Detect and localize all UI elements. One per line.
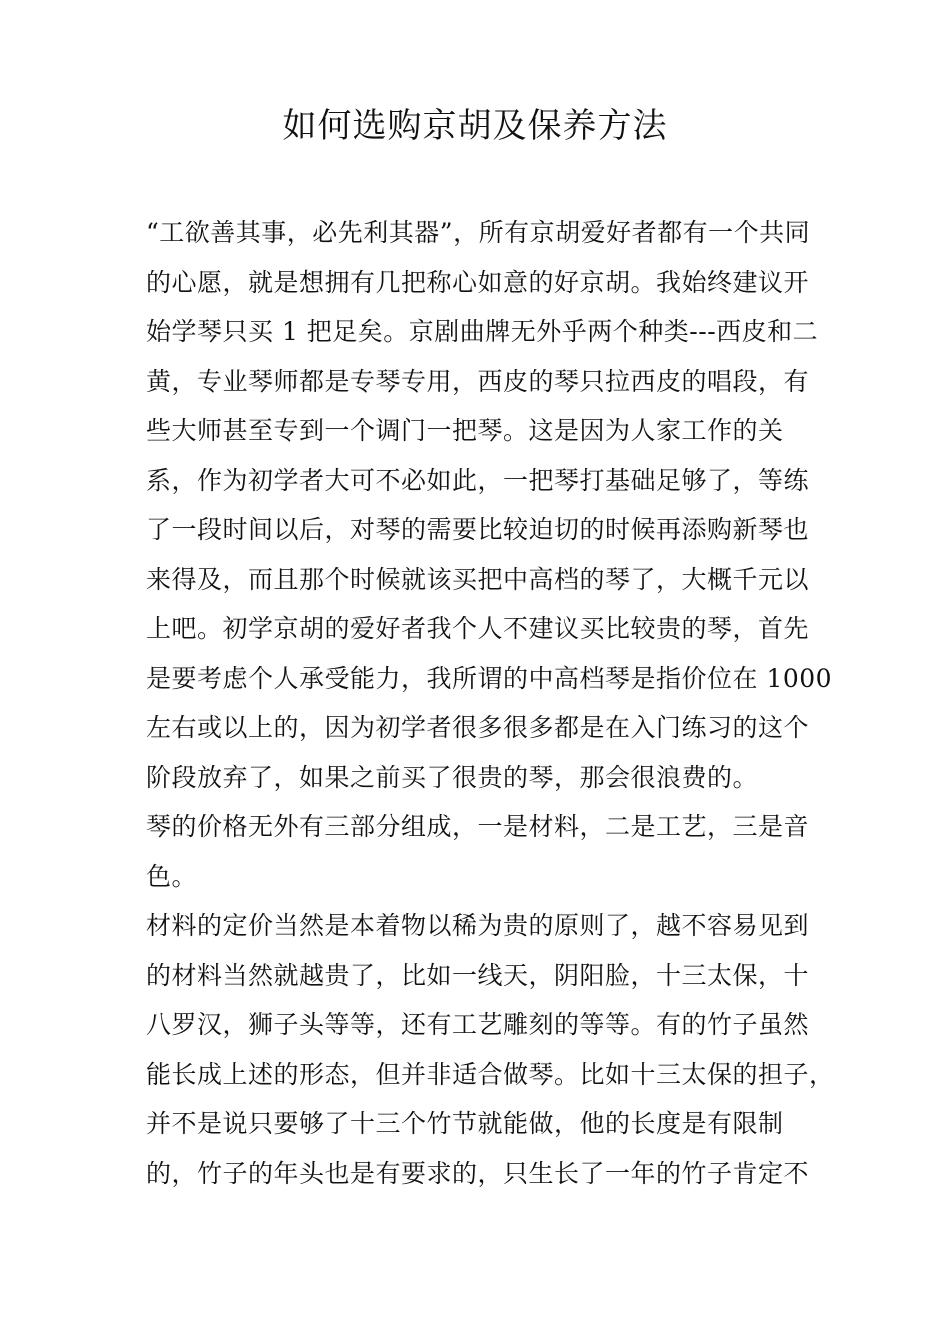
document-body <box>146 208 836 1198</box>
text-line: 的心愿，就是想拥有几把称心如意的好京胡。我始终建议开 <box>146 267 810 297</box>
text-line: 阶段放弃了，如果之前买了很贵的琴，那会很浪费的。 <box>146 762 759 792</box>
text-line: 八罗汉，狮子头等等，还有工艺雕刻的等等。有的竹子虽然 <box>146 1010 810 1039</box>
text-line: 是要考虑个人承受能力，我所谓的中高档琴是指价位在 1000 <box>146 663 833 693</box>
text-line: 琴的价格无外有三部分组成，一是材料，二是工艺，三是音 <box>146 812 810 841</box>
text-line: 来得及，而且那个时候就该买把中高档的琴了，大概千元以 <box>146 564 810 594</box>
text-line: 材料的定价当然是本着物以稀为贵的原则了，越不容易见到 <box>146 911 810 940</box>
document-title: 如何选购京胡及保养方法 <box>282 106 668 146</box>
text-line: 系，作为初学者大可不必如此，一把琴打基础足够了，等练 <box>146 465 810 495</box>
text-line: 并不是说只要够了十三个竹节就能做，他的长度是有限制 <box>146 1109 784 1138</box>
text-line: 的材料当然就越贵了，比如一线天，阴阳脸，十三太保，十 <box>146 960 810 990</box>
text-line: 了一段时间以后，对琴的需要比较迫切的时候再添购新琴也 <box>146 515 810 544</box>
text-line: 些大师甚至专到一个调门一把琴。这是因为人家工作的关 <box>146 416 784 445</box>
text-line: 能长成上述的形态，但并非适合做琴。比如十三太保的担子， <box>146 1059 835 1089</box>
text-line: 色。 <box>146 861 198 891</box>
text-line: 始学琴只买 1 把足矣。京剧曲牌无外乎两个种类---西皮和二 <box>146 317 819 346</box>
text-line: 黄，专业琴师都是专琴专用，西皮的琴只拉西皮的唱段，有 <box>146 366 810 396</box>
text-line: 上吧。初学京胡的爱好者我个人不建议买比较贵的琴，首先 <box>146 614 810 643</box>
text-line: “工欲善其事，必先利其器”，所有京胡爱好者都有一个共同 <box>146 218 811 247</box>
text-line: 左右或以上的，因为初学者很多很多都是在入门练习的这个 <box>146 713 810 742</box>
text-line: 的，竹子的年头也是有要求的，只生长了一年的竹子肯定不 <box>146 1158 810 1188</box>
